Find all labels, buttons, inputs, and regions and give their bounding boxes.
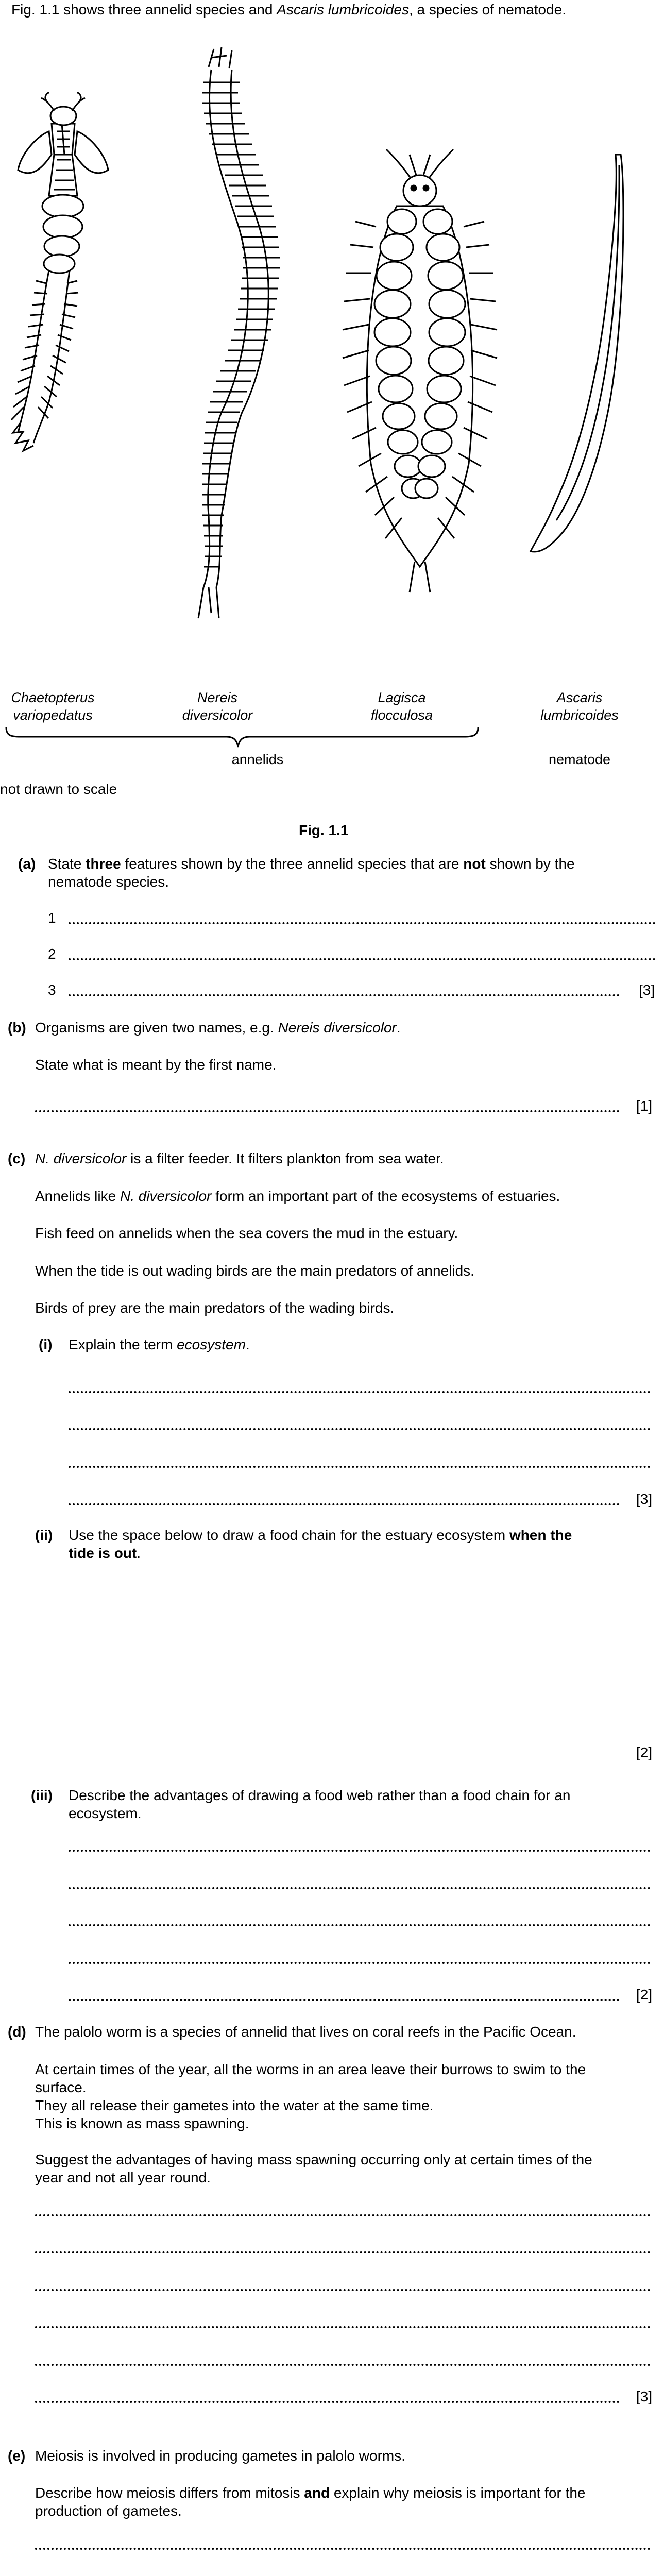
answer-a-2-line[interactable] — [69, 958, 656, 960]
answer-a-3-line[interactable] — [69, 994, 620, 996]
answer-c-iii-line-5[interactable] — [69, 1999, 620, 2001]
answer-c-i-line-4[interactable] — [69, 1503, 620, 1505]
species-label-nereis: Nereis diversicolor — [182, 690, 253, 723]
marks-c-i: [3] — [636, 1491, 653, 1507]
question-d-p1: The palolo worm is a species of annelid that lives on coral reefs in the Pacific Ocean. — [35, 2024, 576, 2040]
answer-c-iii-line-3[interactable] — [69, 1924, 651, 1926]
question-c-ii-text-2: tide is out. — [69, 1545, 141, 1561]
marks-c-iii: [2] — [636, 1987, 653, 2003]
question-c-iii-label: (iii) — [31, 1787, 53, 1803]
question-c-p2: Annelids like N. diversicolor form an important part of the ecosystems of estuaries. — [35, 1188, 560, 1204]
answer-e-line-1[interactable] — [35, 2548, 651, 2550]
question-b-text: Organisms are given two names, e.g. Nereis diversicolor. — [35, 1020, 401, 1036]
answer-b-line[interactable] — [35, 1110, 620, 1112]
lagisca-drawing — [343, 149, 497, 592]
question-c-iii-text: Describe the advantages of drawing a food web rather than a food chain for an — [69, 1787, 571, 1803]
answer-a-1-line[interactable] — [69, 922, 656, 924]
chaetopterus-drawing — [11, 93, 108, 451]
question-e-p2-cont: production of gametes. — [35, 2503, 182, 2519]
question-b-prompt: State what is meant by the first name. — [35, 1057, 277, 1073]
answer-c-iii-line-4[interactable] — [69, 1962, 651, 1964]
question-c-label: (c) — [8, 1150, 26, 1166]
question-b-label: (b) — [8, 1020, 26, 1036]
answer-d-line-3[interactable] — [35, 2289, 651, 2291]
answer-c-iii-line-1[interactable] — [69, 1850, 651, 1852]
species-label-chaetopterus: Chaetopterus variopedatus — [11, 690, 95, 723]
question-d-p2: At certain times of the year, all the worms in an area leave their burrows to swim to the — [35, 2061, 586, 2077]
answer-d-line-6[interactable] — [35, 2401, 620, 2403]
question-a-text-2: nematode species. — [48, 874, 169, 890]
nematode-label: nematode — [548, 752, 611, 767]
answer-d-line-1[interactable] — [35, 2214, 651, 2216]
scale-note: not drawn to scale — [0, 781, 117, 797]
figure-caption: Fig. 1.1 — [299, 822, 349, 838]
question-d-p4: This is known as mass spawning. — [35, 2115, 249, 2131]
answer-c-i-line-3[interactable] — [69, 1466, 651, 1468]
answer-a-3-number: 3 — [48, 982, 56, 998]
question-c-p4: When the tide is out wading birds are the main predators of annelids. — [35, 1263, 474, 1279]
intro-text: Fig. 1.1 shows three annelid species and Ascaris lumbricoides, a species of nematode. — [11, 2, 567, 18]
figure-illustrations — [0, 31, 664, 711]
food-chain-drawing-area[interactable] — [69, 1566, 651, 1731]
species-label-ascaris: Ascaris lumbricoides — [540, 690, 619, 723]
question-c-i-label: (i) — [39, 1336, 53, 1352]
question-e-p2: Describe how meiosis differs from mitosis and explain why meiosis is important for the — [35, 2485, 586, 2501]
nereis-drawing — [198, 47, 280, 618]
answer-d-line-4[interactable] — [35, 2326, 651, 2328]
species-label-lagisca: Lagisca flocculosa — [370, 690, 433, 723]
question-c-p3: Fish feed on annelids when the sea covers the mud in the estuary. — [35, 1225, 458, 1241]
answer-c-i-line-1[interactable] — [69, 1391, 651, 1393]
marks-d: [3] — [636, 2388, 653, 2404]
answer-d-line-2[interactable] — [35, 2251, 651, 2253]
annelids-bracket — [0, 726, 664, 752]
answer-d-line-5[interactable] — [35, 2364, 651, 2366]
ascaris-drawing — [531, 155, 623, 552]
answer-a-1-number: 1 — [48, 910, 56, 926]
question-d-p3: They all release their gametes into the water at the same time. — [35, 2097, 434, 2113]
question-d-p5-cont: year and not all year round. — [35, 2170, 211, 2185]
question-c-ii-text: Use the space below to draw a food chain for the estuary ecosystem when the — [69, 1527, 572, 1543]
answer-c-i-line-2[interactable] — [69, 1428, 651, 1430]
question-e-label: (e) — [8, 2448, 26, 2464]
question-a-text: State three features shown by the three annelid species that are not shown by the — [48, 856, 575, 872]
marks-a: [3] — [639, 982, 655, 998]
question-c-ii-label: (ii) — [35, 1527, 53, 1543]
question-d-p5: Suggest the advantages of having mass spawning occurring only at certain times of the — [35, 2151, 592, 2167]
answer-a-2-number: 2 — [48, 946, 56, 962]
question-a-label: (a) — [18, 856, 36, 872]
question-d-label: (d) — [8, 2024, 26, 2040]
question-d-p2-cont: surface. — [35, 2079, 87, 2095]
answer-c-iii-line-2[interactable] — [69, 1887, 651, 1889]
marks-c-ii: [2] — [636, 1744, 653, 1760]
question-c-p1: N. diversicolor is a filter feeder. It filters plankton from sea water. — [35, 1150, 444, 1166]
question-e-p1: Meiosis is involved in producing gametes in palolo worms. — [35, 2448, 406, 2464]
question-c-iii-text-2: ecosystem. — [69, 1805, 142, 1821]
marks-b: [1] — [636, 1098, 653, 1114]
question-c-p5: Birds of prey are the main predators of the wading birds. — [35, 1300, 395, 1316]
annelids-label: annelids — [231, 752, 284, 767]
question-c-i-text: Explain the term ecosystem. — [69, 1336, 250, 1352]
